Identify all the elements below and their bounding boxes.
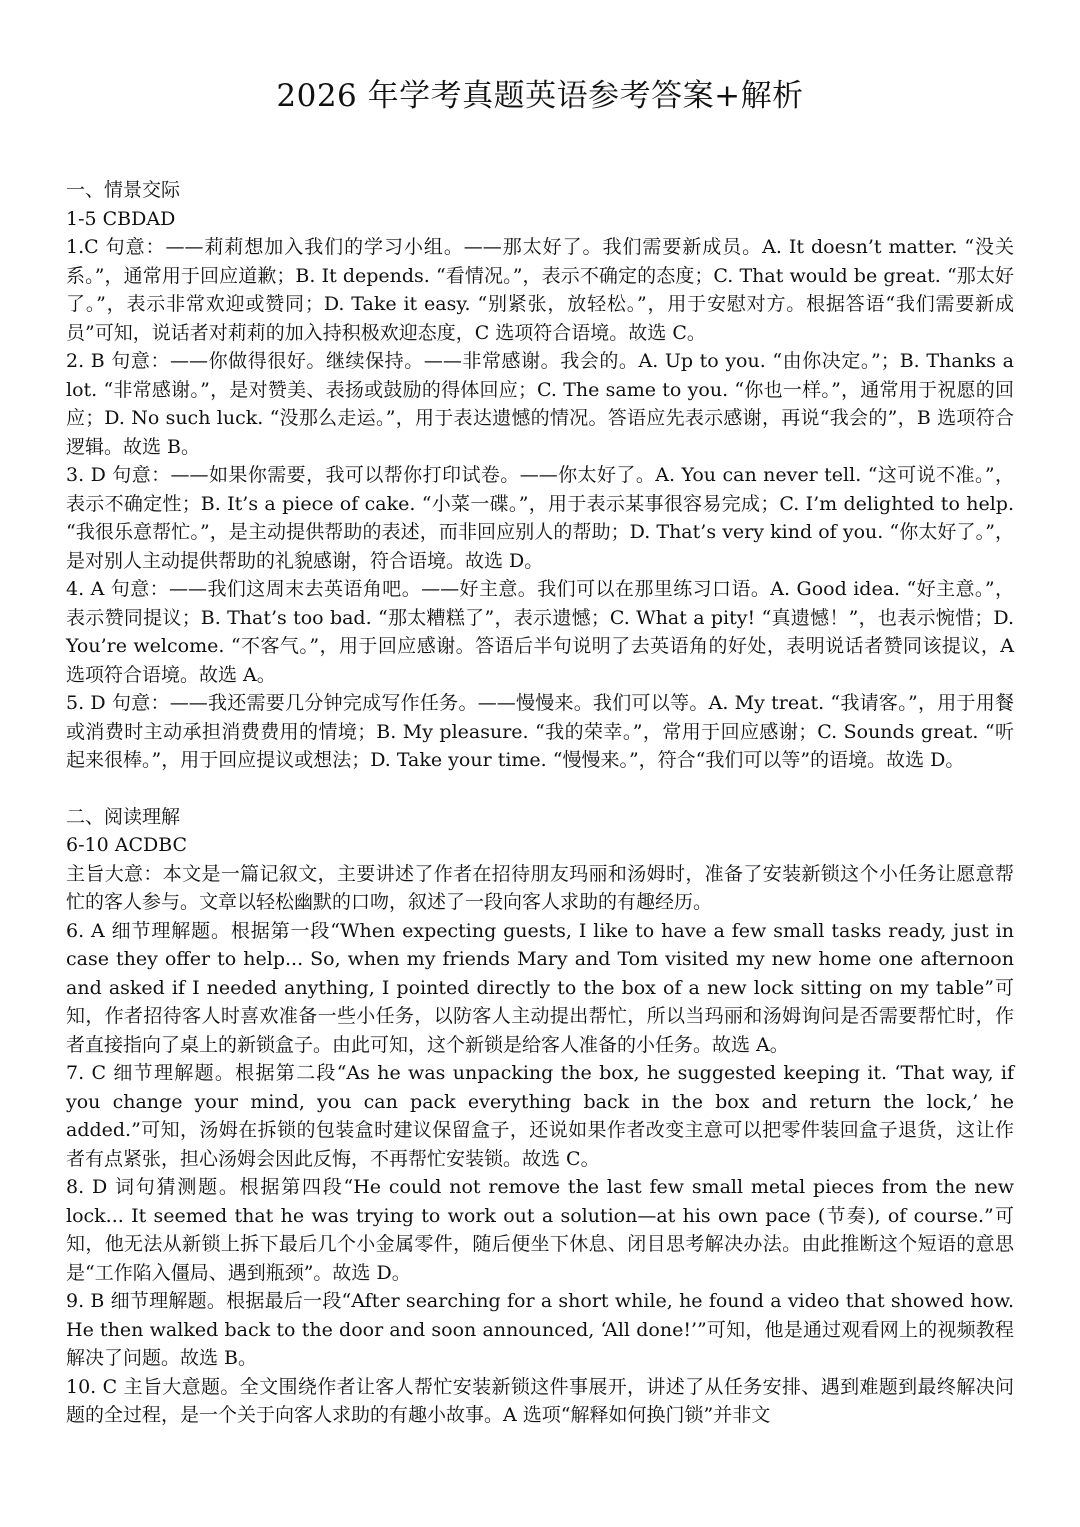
answer-key: 6-10 ACDBC <box>66 834 188 856</box>
explanation-paragraph: 2. B 句意：——你做得很好。继续保持。——非常感谢。我会的。A. Up to you. “由你决定。”；B. Thanks a lot. “非常感谢。”，是对赞美、表扬或鼓励的得体回应；C. The same to you. “你也一样。”，通常用于祝愿的回应；D. No such luck. “没那么走运。”，用于表达遗憾的情况。答语应先表示感谢，再说“我会的”，B 选项符合逻辑。故选 B。 <box>66 350 1014 458</box>
explanation-paragraph: 5. D 句意：——我还需要几分钟完成写作任务。——慢慢来。我们可以等。A. My treat. “我请客。”，用于用餐或消费时主动承担消费费用的情境；B. My pleasure. “我的荣幸。”，常用于回应感谢；C. Sounds great. “听起来很棒。”，用于回应提议或想法；D. Take your time. “慢慢来。”，符合“我们可以等”的语境。故选 D。 <box>66 692 1014 771</box>
section-heading: 二、阅读理解 <box>66 805 181 828</box>
section-situational-dialogue <box>66 176 1014 775</box>
section-reading-comprehension <box>66 803 1014 1430</box>
explanation-paragraph: 6. A 细节理解题。根据第一段“When expecting guests, I like to have a few small tasks ready, just in case they offer to help... So, when my friends Mary and Tom visited my new home one afternoon and asked if I needed anything, I pointed directly to the box of a new lock sitting on my table”可知，作者招待客人时喜欢准备一些小任务，以防客人主动提出帮忙，所以当玛丽和汤姆询问是否需要帮忙时，作者直接指向了桌上的新锁盒子。由此可知，这个新锁是给客人准备的小任务。故选 A。 <box>66 919 1014 1056</box>
explanation-paragraph: 7. C 细节理解题。根据第二段“As he was unpacking the box, he suggested keeping it. ‘That way, if you change your mind, you can pack everything back in the box and return the lock,’ he added.”可知，汤姆在拆锁的包装盒时建议保留盒子，还说如果作者改变主意可以把零件装回盒子退货，这让作者有点紧张，担心汤姆会因此反悔，不再帮忙安装锁。故选 C。 <box>66 1062 1014 1170</box>
explanation-paragraph: 9. B 细节理解题。根据最后一段“After searching for a short while, he found a video that showed how. He then walked back to the door and soon announced, ‘All done!’”可知，他是通过观看网上的视频教程解决了问题。故选 B。 <box>66 1290 1014 1369</box>
section-heading: 一、情景交际 <box>66 179 181 201</box>
explanation-paragraph: 8. D 词句猜测题。根据第四段“He could not remove the last few small metal pieces from the new lock... It seemed that he was trying to work out a solution—at his own pace (节奏), of course.”可知，他无法从新锁上拆下最后几个小金属零件，随后便坐下休息、闭目思考解决办法。由此推断这个短语的意思是“工作陷入僵局、遇到瓶颈”。故选 D。 <box>66 1176 1014 1284</box>
explanation-paragraph: 3. D 句意：——如果你需要，我可以帮你打印试卷。——你太好了。A. You can never tell. “这可说不准。”，表示不确定性；B. It’s a piece of cake. “小菜一碟。”，用于表示某事很容易完成；C. I’m delighted to help. “我很乐意帮忙。”，是主动提供帮助的表述，而非回应别人的帮助；D. That’s very kind of you. “你太好了。”，是对别人主动提供帮助的礼貌感谢，符合语境。故选 D。 <box>66 464 1014 572</box>
explanation-paragraph: 10. C 主旨大意题。全文围绕作者让客人帮忙安装新锁这件事展开，讲述了从任务安排、遇到难题到最终解决问题的全过程，是一个关于向客人求助的有趣小故事。A 选项“解释如何换门锁”并非文 <box>66 1375 1014 1426</box>
document-title: 2026 年学考真题英语参考答案+解析 <box>276 78 804 114</box>
main-idea-paragraph: 主旨大意：本文是一篇记叙文，主要讲述了作者在招待朋友玛丽和汤姆时，准备了安装新锁这个小任务让愿意帮忙的客人参与。文章以轻松幽默的口吻，叙述了一段向客人求助的有趣经历。 <box>66 862 1014 913</box>
explanation-paragraph: 1.C 句意：——莉莉想加入我们的学习小组。——那太好了。我们需要新成员。A. It doesn’t matter. “没关系。”，通常用于回应道歉；B. It depends. “看情况。”，表示不确定的态度；C. That would be great. “那太好了。”，表示非常欢迎或赞同；D. Take it easy. “别紧张，放轻松。”，用于安慰对方。根据答语“我们需要新成员”可知，说话者对莉莉的加入持积极欢迎态度，C 选项符合语境。故选 C。 <box>66 236 1014 344</box>
explanation-paragraph: 4. A 句意：——我们这周末去英语角吧。——好主意。我们可以在那里练习口语。A. Good idea. “好主意。”，表示赞同提议；B. That’s too bad. “那太糟糕了”，表示遗憾；C. What a pity! “真遗憾！”，也表示惋惜；D. You’re welcome. “不客气。”，用于回应感谢。答语后半句说明了去英语角的好处，表明说话者赞同该提议，A 选项符合语境。故选 A。 <box>66 578 1014 686</box>
answer-key: 1-5 CBDAD <box>66 207 176 230</box>
